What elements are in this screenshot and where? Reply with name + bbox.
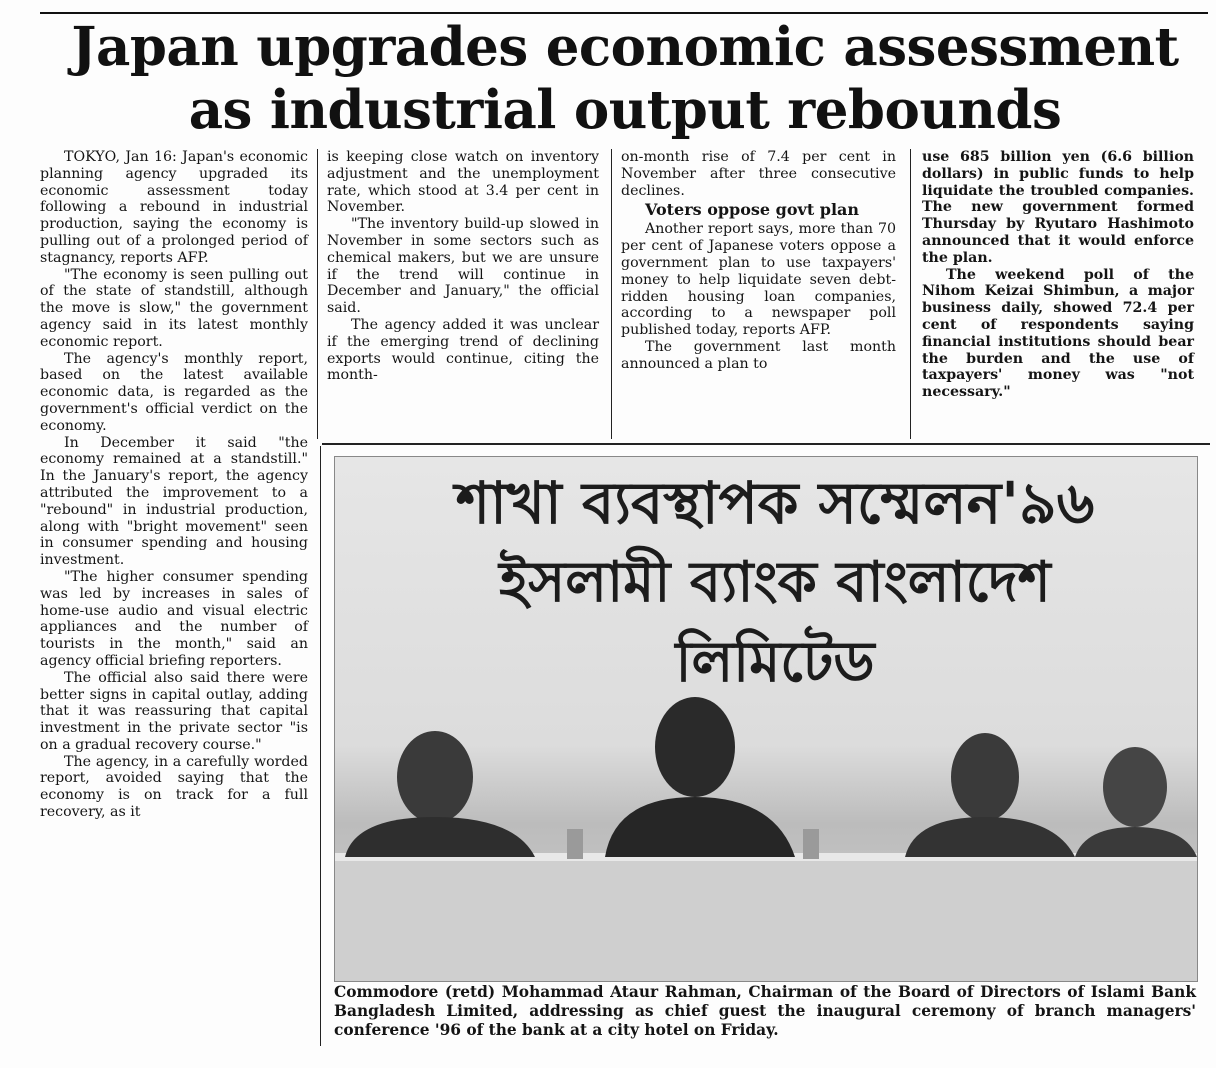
headline [40,16,1210,142]
paragraph: The official also said there were better signs in capital outlay, adding that it was reassuring that capital investment in the private sector "is on a gradual recovery course." [40,669,308,753]
paragraph: The government last month announced a plan to [621,338,896,372]
banner-line-1: শাখা ব্যবস্থাপক সম্মেলন'৯৬ [455,469,1095,537]
paragraph: The agency, in a carefully worded report, avoided saying that the economy is on track for a full recovery, as it [40,753,308,821]
article-column-1 [40,149,308,821]
event-photo [334,456,1198,982]
photo-top-rule [322,443,1210,445]
column-rule [611,149,612,439]
column-rule [320,446,321,1046]
article-column-4 [922,149,1194,401]
paragraph: on-month rise of 7.4 per cent in November after three consecutive declines. [621,149,896,199]
photo-banner [415,457,1135,703]
paragraph: The agency's monthly report, based on the latest available economic data, is regarded as the government's official verdict on the economy. [40,350,308,434]
photo-caption: Commodore (retd) Mohammad Ataur Rahman, Chairman of the Board of Directors of Islami Bank Bangladesh Limited, addressing as chief guest the inaugural ceremony of branch managers' conference '96 of the bank at a city hotel on Friday. [334,983,1196,1039]
article-column-3 [621,149,896,373]
paragraph: use 685 billion yen (6.6 billion dollars) in public funds to help liquidate the troubled companies. The new government formed Thursday by Ryutaro Hashimoto announced that it would enforce the plan. [922,149,1194,266]
paragraph: is keeping close watch on inventory adjustment and the unemployment rate, which stood at 3.4 per cent in November. [327,149,599,216]
paragraph: In December it said "the economy remained at a standstill." In the January's report, the agency attributed the improvement to a "rebound" in industrial production, along with "bright movement" seen in consumer spending and housing investment. [40,434,308,569]
column-rule [910,149,911,439]
paragraph: The weekend poll of the Nihom Keizai Shimbun, a major business daily, showed 72.4 per cent of respondents saying financial institutions should bear the burden and the use of taxpayers' money was "not necessary." [922,266,1194,401]
paragraph: TOKYO, Jan 16: Japan's economic planning agency upgraded its economic assessment today following a rebound in industrial production, saying the economy is pulling out of a prolonged period of stagnancy, reports AFP. [40,149,308,266]
paragraph: "The higher consumer spending was led by increases in sales of home-use audio and visual electric appliances and the number of tourists in the month," said an agency official briefing reporters. [40,568,308,669]
banner-line-2: ইসলামী ব্যাংক বাংলাদেশ লিমিটেড [499,550,1051,695]
column-rule [317,149,318,439]
article-column-2 [327,149,599,384]
headline-line-1: Japan upgrades economic assessment [71,16,1179,78]
paragraph: "The inventory build-up slowed in November in some sectors such as chemical makers, but we are unsure if the trend will continue in December and January," the official said. [327,216,599,317]
paragraph: The agency added it was unclear if the emerging trend of declining exports would continue, citing the month- [327,316,599,384]
paragraph: "The economy is seen pulling out of the state of standstill, although the move is slow," the government agency said in its latest monthly economic report. [40,266,308,350]
paragraph: Another report says, more than 70 per cent of Japanese voters oppose a government plan to use taxpayers' money to help liquidate seven debt-ridden housing loan companies, according to a newspaper poll published today, reports AFP. [621,221,896,339]
subheading: Voters oppose govt plan [645,200,860,220]
top-rule [40,12,1208,14]
headline-line-2: as industrial output rebounds [188,79,1062,141]
